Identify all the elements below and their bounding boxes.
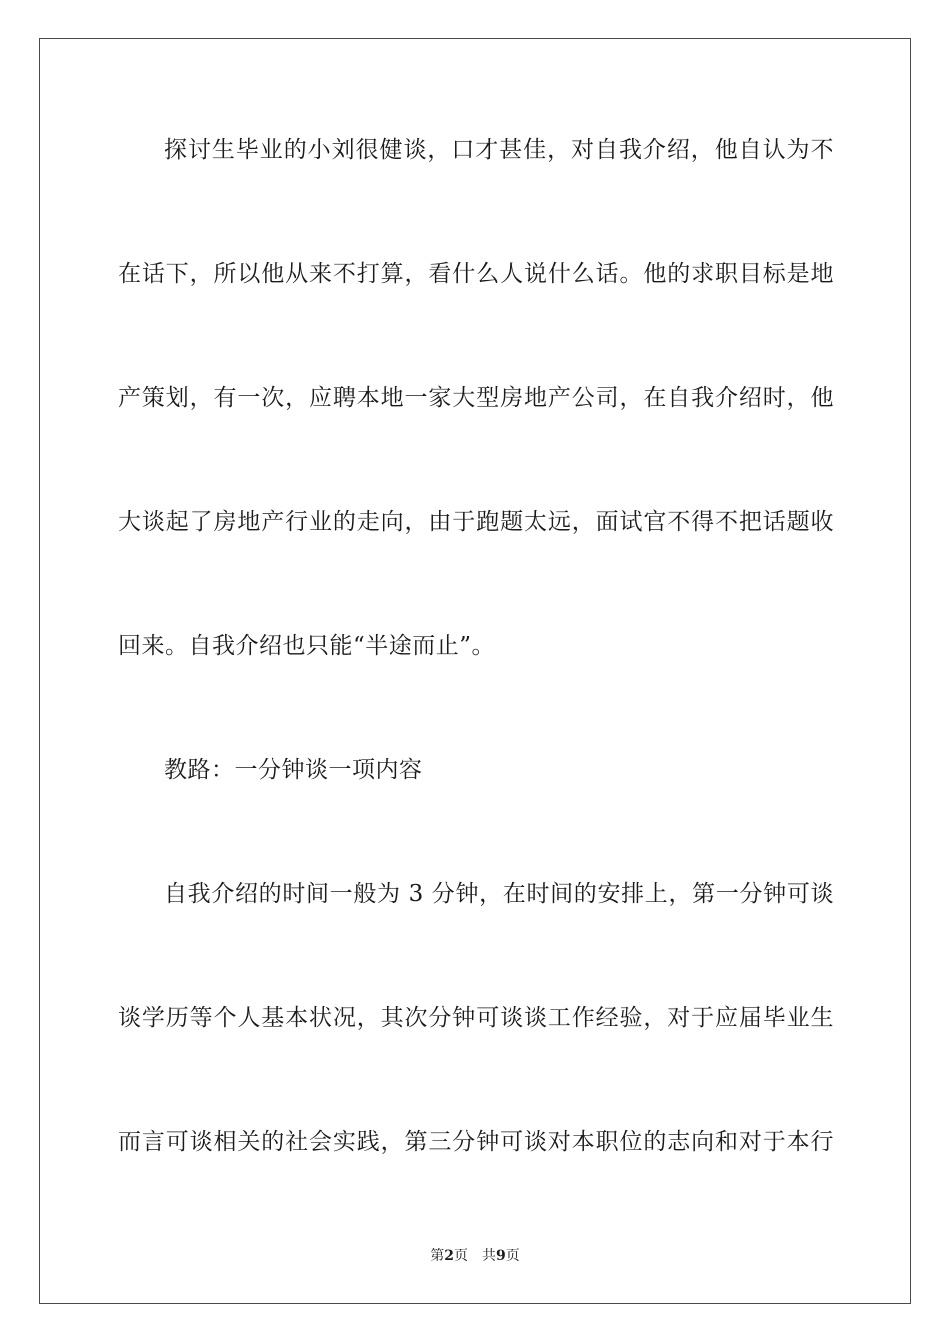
paragraph-1-line-1: 探讨生毕业的小刘很健谈，口才甚佳，对自我介绍，他自认为不: [164, 137, 834, 163]
paragraph-3-line-2: 谈学历等个人基本状况，其次分钟可谈谈工作经验，对于应届毕业生: [118, 1005, 834, 1031]
total-page-number: 9: [496, 1248, 506, 1264]
paragraph-1-line-5: 回来。自我介绍也只能“半途而止”。: [118, 633, 496, 659]
total-label-suffix: 页: [505, 1248, 520, 1264]
paragraph-3-line-1: 自我介绍的时间一般为 3 分钟，在时间的安排上，第一分钟可谈: [164, 881, 834, 907]
subheading-tip: 教路：一分钟谈一项内容: [164, 757, 423, 783]
page-border: [39, 38, 911, 1304]
paragraph-1-line-4: 大谈起了房地产行业的走向，由于跑题太远，面试官不得不把话题收: [118, 509, 834, 535]
paragraph-1-line-3: 产策划，有一次，应聘本地一家大型房地产公司，在自我介绍时，他: [118, 385, 834, 411]
page-label-suffix: 页: [454, 1248, 468, 1264]
current-page-number: 2: [444, 1248, 454, 1264]
page-footer: [0, 1246, 950, 1266]
total-label-prefix: 共: [482, 1248, 496, 1264]
paragraph-1-line-2: 在话下，所以他从来不打算，看什么人说什么话。他的求职目标是地: [118, 261, 834, 287]
page-label-prefix: 第: [430, 1248, 445, 1264]
paragraph-3-line-3: 而言可谈相关的社会实践，第三分钟可谈对本职位的志向和对于本行: [118, 1129, 834, 1155]
